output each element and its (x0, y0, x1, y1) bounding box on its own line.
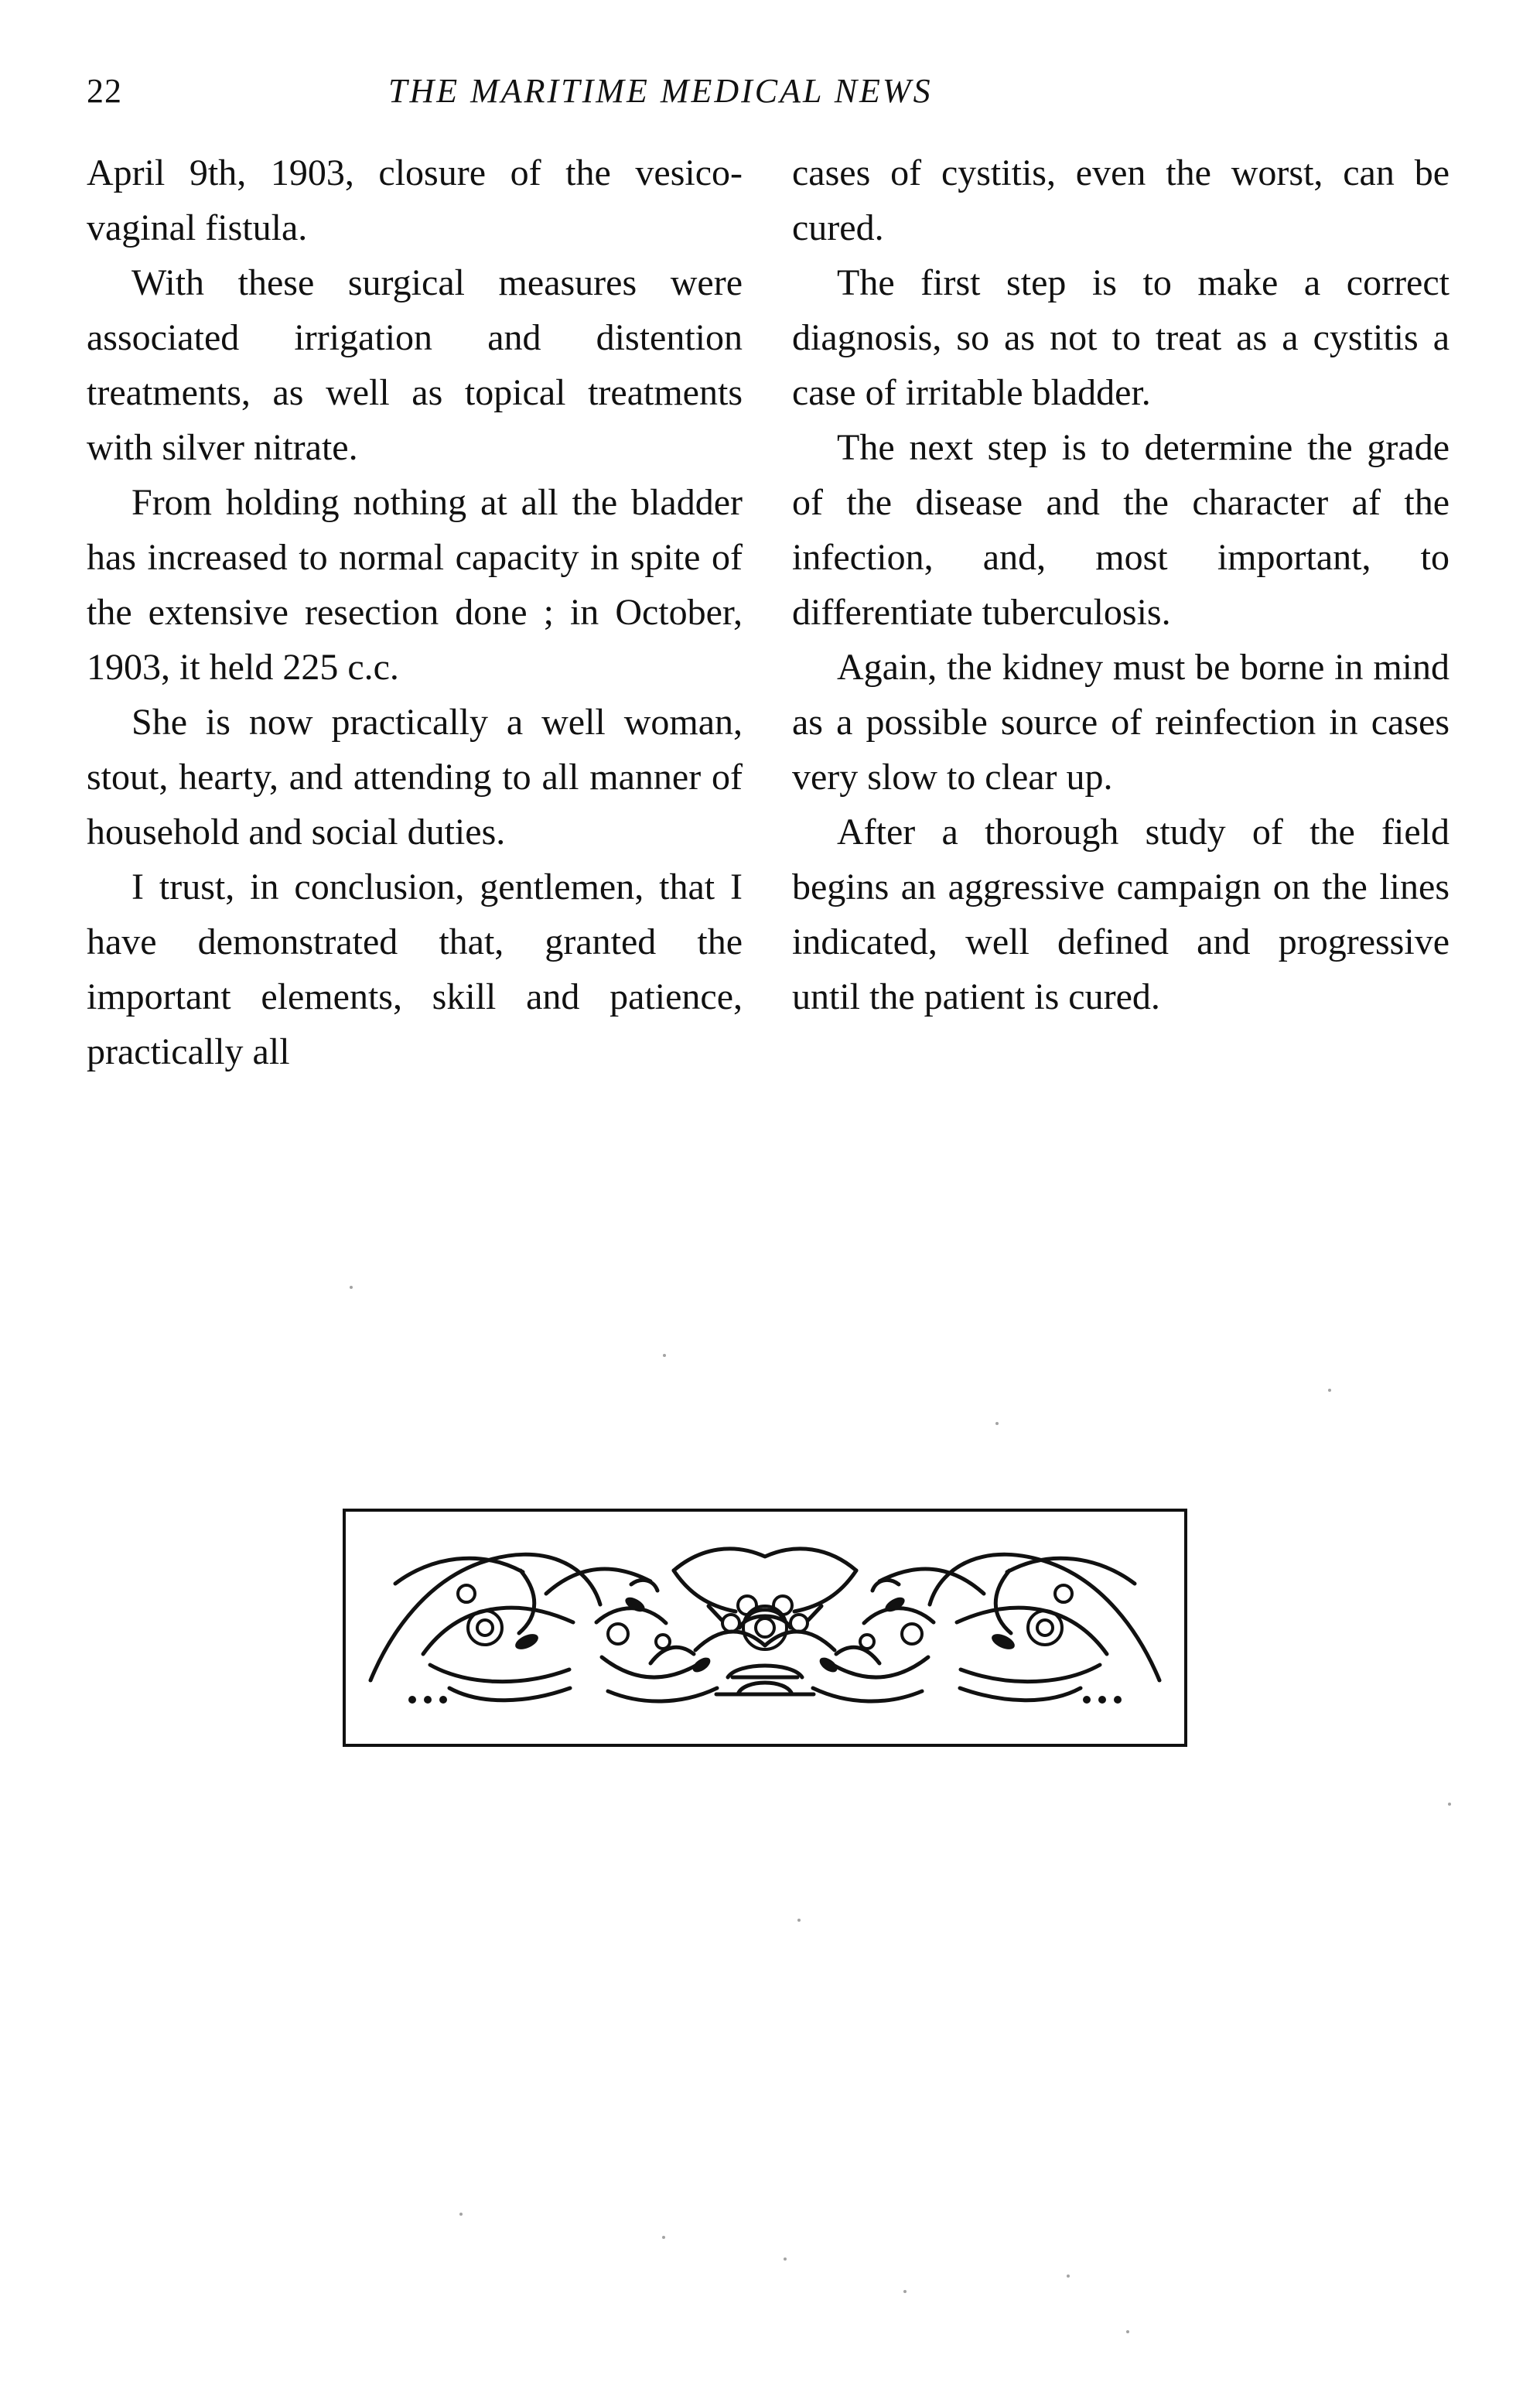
left-paragraph-3: From holding nothing at all the bladder has increased to normal capacity in spite of the extensive resection done ; in October, 1903, it held 225 c.c. (87, 482, 743, 688)
paper-speckle (663, 1354, 666, 1357)
left-paragraph-2: With these surgical measures were associated irrigation and distention treatments, as well as topical treatments with silver nitrate. (87, 262, 743, 468)
paper-speckle (797, 1919, 801, 1922)
left-paragraph-5: I trust, in conclusion, gentlemen, that I have demonstrated that, granted the important elements, skill and patience, practically all (87, 866, 743, 1072)
paper-speckle (350, 1286, 353, 1289)
right-paragraph-2: The first step is to make a correct diagnosis, so as not to treat as a cystitis a case of irritable bladder. (792, 262, 1450, 413)
paper-speckle (1328, 1389, 1331, 1392)
right-paragraph-1: cases of cystitis, even the worst, can be cured. (792, 152, 1450, 248)
paper-speckle (784, 2257, 787, 2261)
left-text-column (87, 145, 743, 1079)
floral-ornament-icon (357, 1526, 1173, 1730)
paper-speckle (459, 2213, 463, 2216)
paper-speckle (995, 1422, 999, 1425)
paper-speckle (903, 2290, 907, 2293)
right-paragraph-5: After a thorough study of the field begins an aggressive campaign on the lines indicated, well defined and progressive until the patient is cured. (792, 812, 1450, 1017)
left-paragraph-4: She is now practically a well woman, stout, hearty, and attending to all manner of household and social duties. (87, 702, 743, 853)
journal-title: THE MARITIME MEDICAL NEWS (388, 72, 933, 110)
paper-speckle (1126, 2330, 1129, 2333)
left-paragraph-1: April 9th, 1903, closure of the vesico-vaginal fistula. (87, 152, 743, 248)
right-paragraph-3: The next step is to determine the grade of the disease and the character af the infection, and, most important, to differentiate tuberculosis. (792, 427, 1450, 633)
page-number: 22 (87, 72, 122, 110)
right-text-column (792, 145, 1450, 1024)
right-paragraph-4: Again, the kidney must be borne in mind as a possible source of reinfection in cases very slow to clear up. (792, 647, 1450, 798)
decorative-tailpiece (343, 1509, 1187, 1747)
paper-speckle (662, 2236, 665, 2239)
paper-speckle (1067, 2275, 1070, 2278)
paper-speckle (1448, 1803, 1451, 1806)
page-header (87, 60, 1448, 122)
